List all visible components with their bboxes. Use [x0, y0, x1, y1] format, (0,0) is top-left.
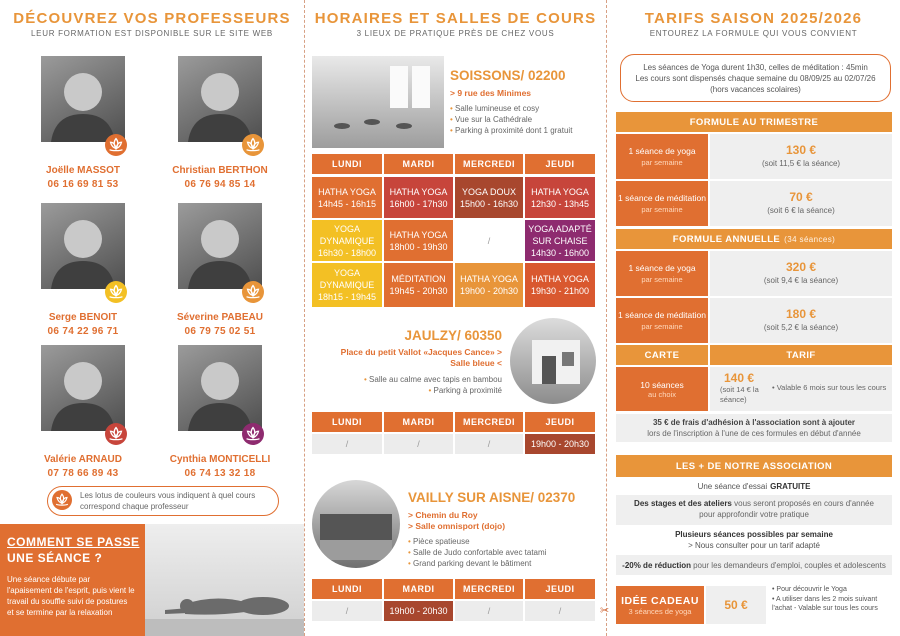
feature-item: • Salle de Judo confortable avec tatami — [408, 547, 546, 558]
feature-item: • Grand parking devant le bâtiment — [408, 558, 546, 569]
formula-price: 130 € — [785, 142, 817, 157]
plus-reduction-text: pour les demandeurs d'emploi, couples et adolescents — [693, 560, 886, 570]
course-info-line: Les séances de Yoga durent 1h30, celles de méditation : 45min — [643, 62, 868, 72]
cadeau-label — [616, 586, 704, 624]
plus-reduction-bold: -20% de réduction — [622, 560, 692, 570]
feature-item: • Parking à proximité — [312, 385, 502, 396]
prices-subtitle: ENTOUREZ LA FORMULE QUI VOUS CONVIENT — [649, 29, 858, 38]
schedule-subtitle: 3 LIEUX DE PRATIQUE PRÈS DE CHEZ VOUS — [356, 29, 555, 38]
day-header: JEUDI — [525, 412, 595, 432]
soissons-features — [450, 103, 572, 136]
cadeau-sub: 3 séances de yoga — [628, 606, 692, 616]
formula-detail: (soit 5,2 € la séance) — [763, 322, 839, 332]
teacher-photo — [41, 56, 125, 142]
session-title-line: COMMENT SE PASSE — [7, 535, 140, 549]
jaulzy-address-line: Salle bleue < — [450, 358, 502, 368]
formula-detail: (soit 6 € la séance) — [767, 205, 835, 215]
column-separator — [606, 0, 607, 636]
formula-label-per: par semaine — [641, 204, 683, 214]
teacher-phone: 06 16 69 81 53 — [47, 179, 119, 190]
soissons-name: SOISSONS/ 02200 — [450, 68, 566, 83]
scissors-icon: ✂ — [600, 605, 610, 617]
teacher-phone: 06 74 13 32 18 — [184, 468, 256, 479]
teacher-name: Cynthia MONTICELLI — [169, 454, 271, 465]
class-slot: MÉDITATION 19h45 - 20h30 — [384, 263, 453, 307]
jaulzy-building-photo — [510, 318, 596, 404]
formula-price-cell — [710, 181, 892, 226]
vailly-address-line: > Chemin du Roy — [408, 510, 478, 520]
lotus-icon — [105, 281, 127, 303]
plus-essai-bold: GRATUITE — [770, 481, 811, 491]
class-slot: / — [312, 434, 382, 454]
plus-plusieurs-text: > Nous consulter pour un tarif adapté — [688, 541, 820, 550]
annuelle-title: FORMULE ANNUELLE — [672, 233, 781, 245]
course-info-line: Les cours sont dispensés chaque semaine du 08/09/25 au 02/07/26 — [635, 73, 876, 83]
formula-label-per: par semaine — [641, 321, 683, 331]
plus-stages-text: vous seront proposés en cours d'année pour approfondir votre pratique — [699, 499, 874, 519]
teachers-title: DÉCOUVREZ VOS PROFESSEURS — [13, 10, 291, 27]
class-slot: HATHA YOGA 19h00 - 20h30 — [455, 263, 523, 307]
teacher-phone: 06 79 75 02 51 — [184, 326, 256, 337]
class-slot: YOGA ADAPTÉ SUR CHAISE 14h30 - 16h00 — [525, 220, 595, 261]
teacher-name: Valérie ARNAUD — [44, 454, 122, 465]
day-header: MARDI — [384, 412, 453, 432]
carte-header: CARTE — [616, 345, 708, 365]
course-info-line: (hors vacances scolaires) — [710, 84, 801, 94]
class-slot: / — [455, 601, 523, 621]
lotus-note — [47, 486, 279, 516]
adhesion-line: lors de l'inscription à l'une de ces formules en début d'année — [647, 429, 861, 438]
day-header: MARDI — [384, 579, 453, 599]
day-header: JEUDI — [525, 154, 595, 174]
class-slot: / — [455, 434, 523, 454]
class-slot: YOGA DYNAMIQUE 18h15 - 19h45 — [312, 263, 382, 307]
day-header: LUNDI — [312, 154, 382, 174]
teacher-photo — [178, 56, 262, 142]
teacher-photo — [41, 203, 125, 289]
day-header: MERCREDI — [455, 412, 523, 432]
vailly-address-line: > Salle omnisport (dojo) — [408, 521, 506, 531]
carte-label-text: 10 séances — [640, 379, 684, 390]
prices-title: TARIFS SAISON 2025/2026 — [644, 10, 863, 27]
adhesion-line: 35 € de frais d'adhésion à l'association sont à ajouter — [652, 418, 856, 427]
class-slot: HATHA YOGA 16h00 - 17h30 — [384, 177, 453, 218]
adhesion-box — [616, 414, 892, 442]
soissons-room-photo — [312, 56, 444, 148]
teacher-name: Christian BERTHON — [172, 165, 268, 176]
annuelle-count: (34 séances) — [784, 234, 836, 244]
vailly-features — [408, 536, 546, 569]
day-header: MERCREDI — [455, 154, 523, 174]
plus-plusieurs-bold: Plusieurs séances possibles par semaine — [675, 530, 833, 539]
feature-item: • Salle lumineuse et cosy — [450, 103, 572, 114]
cadeau-notes — [772, 585, 896, 614]
course-info-box — [620, 54, 891, 102]
formula-label-text: 1 séance de méditation — [618, 309, 706, 320]
schedule-title: HORAIRES ET SALLES DE COURS — [314, 10, 597, 27]
session-title-line: UNE SÉANCE ? — [7, 551, 103, 565]
teacher-name: Joëlle MASSOT — [46, 165, 120, 176]
jaulzy-features — [312, 374, 502, 396]
formula-price: 320 € — [785, 259, 817, 274]
teachers-subtitle: LEUR FORMATION EST DISPONIBLE SUR LE SITE WEB — [31, 29, 273, 38]
formula-label-text: 1 séance de yoga — [628, 145, 696, 156]
vailly-name: VAILLY SUR AISNE/ 02370 — [408, 490, 576, 505]
class-slot: 19h00 - 20h30 — [525, 434, 595, 454]
teacher-name: Serge BENOIT — [48, 312, 118, 323]
formula-label-per: par semaine — [641, 274, 683, 284]
column-separator — [304, 0, 305, 636]
lotus-note-text: Les lotus de couleurs vous indiquent à quel cours correspond chaque professeur — [80, 491, 256, 511]
formula-label — [616, 134, 708, 179]
feature-item: • Parking à proximité dont 1 gratuit — [450, 125, 572, 136]
trimestre-header: FORMULE AU TRIMESTRE — [616, 112, 892, 132]
plus-stages-bold: Des stages et des ateliers — [634, 499, 732, 508]
yoga-pose-photo — [145, 524, 304, 636]
cadeau-price-value: 50 € — [724, 598, 748, 612]
formula-price-cell — [710, 298, 892, 343]
plus-plusieurs — [616, 527, 892, 553]
vailly-address — [408, 510, 505, 532]
formula-price-cell — [710, 134, 892, 179]
day-header: MERCREDI — [455, 579, 523, 599]
formula-label-per: par semaine — [641, 157, 683, 167]
formula-detail: (soit 11,5 € la séance) — [761, 158, 841, 168]
carte-price: 140 € — [724, 371, 755, 385]
day-header: MARDI — [384, 154, 453, 174]
lotus-icon — [242, 281, 264, 303]
feature-item: • Pièce spatieuse — [408, 536, 546, 547]
teacher-phone: 07 78 66 89 43 — [47, 468, 119, 479]
class-slot: YOGA DOUX 15h00 - 16h30 — [455, 177, 523, 218]
plus-header: LES + DE NOTRE ASSOCIATION — [616, 455, 892, 477]
teacher-phone: 06 76 94 85 14 — [184, 179, 256, 190]
lotus-icon — [105, 134, 127, 156]
cadeau-note: • A utiliser dans les 2 mois suivant l'achat - Valable sur tous les cours — [772, 595, 878, 612]
plus-stages — [616, 495, 892, 525]
vailly-building-photo — [312, 480, 400, 568]
feature-item: • Vue sur la Cathédrale — [450, 114, 572, 125]
class-slot: 19h00 - 20h30 — [384, 601, 453, 621]
class-slot: / — [455, 220, 523, 261]
plus-reduction — [616, 555, 892, 575]
session-text: Une séance débute par l'apaisement de l'esprit, puis vient le travail du souffle suivi de postures et se termine par la relaxation — [7, 575, 135, 617]
jaulzy-address-line: Place du petit Vallot «Jacques Cance» > — [340, 347, 502, 357]
lotus-icon — [242, 134, 264, 156]
formula-price: 180 € — [785, 306, 817, 321]
formula-label — [616, 181, 708, 226]
formula-price: 70 € — [789, 189, 813, 204]
jaulzy-name: JAULZY/ 60350 — [404, 328, 502, 343]
day-header: JEUDI — [525, 579, 595, 599]
plus-essai-text: Une séance d'essai — [697, 481, 768, 491]
feature-item: • Salle au calme avec tapis en bambou — [312, 374, 502, 385]
formula-label — [616, 298, 708, 343]
session-title — [7, 534, 139, 566]
class-slot: HATHA YOGA 18h00 - 19h30 — [384, 220, 453, 261]
teacher-phone: 06 74 22 96 71 — [47, 326, 119, 337]
teacher-name: Séverine PABEAU — [177, 312, 263, 323]
cadeau-title: IDÉE CADEAU — [621, 594, 699, 607]
formula-label-text: 1 séance de yoga — [628, 262, 696, 273]
teacher-photo — [178, 203, 262, 289]
class-slot: / — [525, 601, 595, 621]
carte-note: • Valable 6 mois sur tous les cours — [772, 383, 887, 392]
teacher-photo — [178, 345, 262, 431]
class-slot: / — [312, 601, 382, 621]
jaulzy-address — [312, 347, 502, 369]
class-slot: HATHA YOGA 19h30 - 21h00 — [525, 263, 595, 307]
plus-essai — [616, 478, 892, 494]
lotus-icon — [242, 423, 264, 445]
cadeau-note: • Pour découvrir le Yoga — [772, 586, 847, 593]
session-panel — [0, 524, 304, 636]
formula-detail: (soit 9,4 € la séance) — [763, 275, 839, 285]
formula-price-cell — [710, 251, 892, 296]
day-header: LUNDI — [312, 412, 382, 432]
cadeau-price — [706, 586, 766, 624]
soissons-address: > 9 rue des Minimes — [450, 88, 532, 98]
teacher-photo — [41, 345, 125, 431]
annuelle-header — [616, 229, 892, 249]
carte-price-cell — [710, 367, 892, 411]
class-slot: HATHA YOGA 14h45 - 16h15 — [312, 177, 382, 218]
class-slot: / — [384, 434, 453, 454]
formula-label — [616, 251, 708, 296]
class-slot: YOGA DYNAMIQUE 16h30 - 18h00 — [312, 220, 382, 261]
carte-label — [616, 367, 708, 411]
tarif-header: TARIF — [710, 345, 892, 365]
carte-label-per: au choix — [648, 389, 676, 399]
day-header: LUNDI — [312, 579, 382, 599]
class-slot: HATHA YOGA 12h30 - 13h45 — [525, 177, 595, 218]
carte-detail: (soit 14 € la séance) — [720, 385, 759, 404]
lotus-icon — [105, 423, 127, 445]
lotus-icon — [52, 490, 72, 510]
formula-label-text: 1 séance de méditation — [618, 192, 706, 203]
